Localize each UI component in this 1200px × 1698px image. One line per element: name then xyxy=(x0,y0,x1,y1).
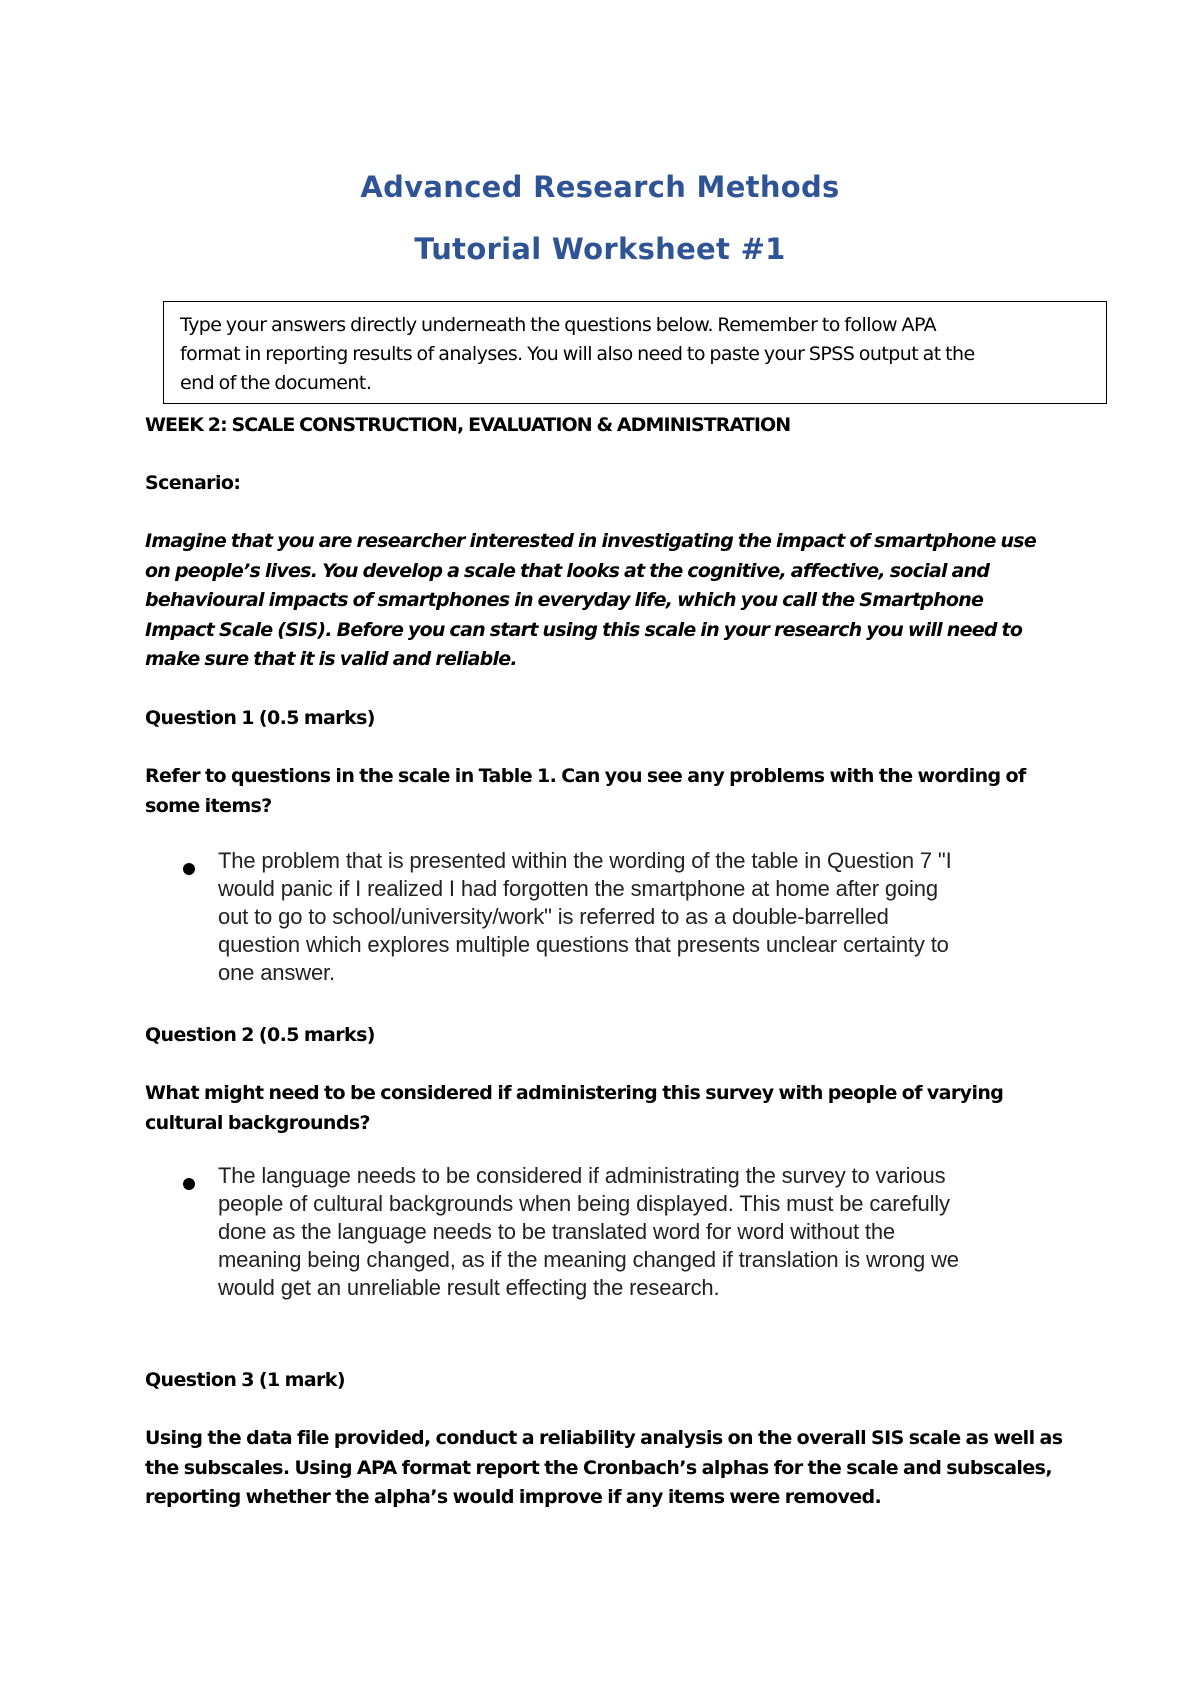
question-1-text xyxy=(145,762,1026,821)
question-2-text xyxy=(145,1079,1003,1138)
question-line: Refer to questions in the scale in Table 1. Can you see any problems with the wording of xyxy=(145,765,1026,787)
scenario-line: behavioural impacts of smartphones in everyday life, which you call the Smartphone xyxy=(145,589,984,611)
week-heading: WEEK 2: SCALE CONSTRUCTION, EVALUATION & ADMINISTRATION xyxy=(145,414,791,436)
answer-line: would get an unreliable result effecting the research. xyxy=(218,1275,720,1300)
answer-line: meaning being changed, as if the meaning changed if translation is wrong we xyxy=(218,1247,959,1272)
question-line: What might need to be considered if administering this survey with people of varying xyxy=(145,1082,1004,1104)
question-3-text xyxy=(145,1424,1062,1513)
answer-text xyxy=(218,1162,959,1302)
answer-line: out to go to school/university/work" is referred to as a double-barrelled xyxy=(218,904,889,929)
question-1-heading: Question 1 (0.5 marks) xyxy=(145,707,375,729)
bullet-icon xyxy=(183,1178,195,1190)
answer-line: The problem that is presented within the wording of the table in Question 7 "I xyxy=(218,848,952,873)
answer-line: would panic if I realized I had forgotten the smartphone at home after going xyxy=(218,876,938,901)
scenario-line: make sure that it is valid and reliable. xyxy=(145,648,517,670)
question-3-heading: Question 3 (1 mark) xyxy=(145,1369,345,1391)
answer-text xyxy=(218,847,952,987)
answer-line: The language needs to be considered if administrating the survey to various xyxy=(218,1163,946,1188)
question-line: reporting whether the alpha’s would improve if any items were removed. xyxy=(145,1486,882,1508)
scenario-line: on people’s lives. You develop a scale that looks at the cognitive, affective, social and xyxy=(145,559,990,582)
answer-line: people of cultural backgrounds when being displayed. This must be carefully xyxy=(218,1191,950,1216)
question-line: Using the data file provided, conduct a reliability analysis on the overall SIS scale as well as xyxy=(145,1427,1063,1449)
scenario-line: Impact Scale (SIS). Before you can start using this scale in your research you will need to xyxy=(145,618,1023,641)
question-2-heading: Question 2 (0.5 marks) xyxy=(145,1024,375,1046)
scenario-text xyxy=(145,527,1036,675)
document-title: Advanced Research Methods xyxy=(360,170,840,204)
scenario-line: Imagine that you are researcher interested in investigating the impact of smartphone use xyxy=(145,530,1036,552)
document-subtitle: Tutorial Worksheet #1 xyxy=(414,232,786,266)
question-line: cultural backgrounds? xyxy=(145,1111,370,1134)
instructions-line: format in reporting results of analyses. You will also need to paste your SPSS output at the xyxy=(180,343,975,365)
instructions-line: Type your answers directly underneath the questions below. Remember to follow APA xyxy=(180,314,937,336)
instructions-line: end of the document. xyxy=(180,372,372,394)
answer-line: done as the language needs to be translated word for word without the xyxy=(218,1219,895,1244)
question-line: some items? xyxy=(145,794,272,817)
bullet-icon xyxy=(183,863,195,875)
instructions-box xyxy=(163,301,1107,404)
scenario-label: Scenario: xyxy=(145,472,241,494)
answer-line: one answer. xyxy=(218,960,335,985)
question-line: the subscales. Using APA format report the Cronbach’s alphas for the scale and subscales, xyxy=(145,1456,1052,1479)
answer-line: question which explores multiple questions that presents unclear certainty to xyxy=(218,932,949,957)
